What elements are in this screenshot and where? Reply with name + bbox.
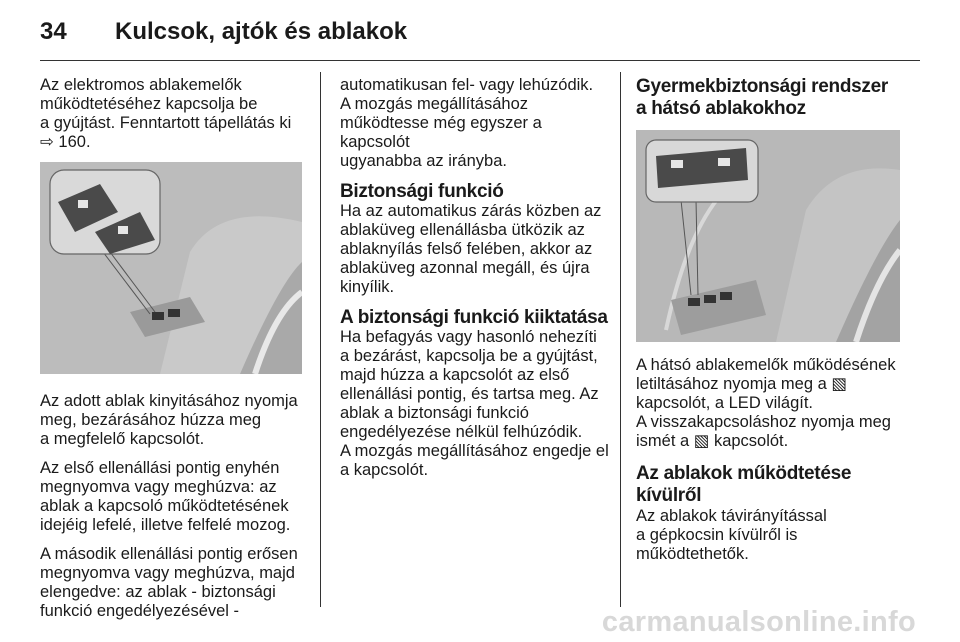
column-1	[40, 76, 310, 631]
column-3	[636, 76, 906, 574]
paragraph-second-point: A második ellenállási pontig erősen megnyomva vagy meghúzva, majd elengedve: az ablak - biztonsági funkció engedélyezésével -	[40, 545, 298, 620]
front-door-switch-image	[40, 162, 302, 374]
paragraph-override-safety: Ha befagyás vagy hasonló nehezíti a bezárást, kapcsolja be a gyújtást, majd húzza a kapcsolót az első ellenállási pontig, és tartsa meg. Az ablak a biztonsági funkció engedélyezése nélkül felhúzódik. A mozgás megállításához engedje el a kapcsolót.	[340, 328, 609, 479]
paragraph-safety-function: Ha az automatikus zárás közben az ablaküveg ellenállásba ütközik az ablaknyílás felső felében, akkor az ablaküveg azonnal megáll, és újra kinyílik.	[340, 202, 602, 296]
page-title: Kulcsok, ajtók és ablakok	[115, 18, 408, 45]
heading-outside-operation: Az ablakok működtetése kívülről	[636, 463, 852, 506]
paragraph-auto-continue: automatikusan fel- vagy lehúzódik. A mozgás megállításához működtesse még egyszer a kapcsolót ugyanabba az irányba.	[340, 76, 594, 170]
column-divider-1	[320, 72, 321, 607]
rear-window-lock-image	[636, 130, 900, 342]
paragraph-open-close: Az adott ablak kinyitásához nyomja meg, bezárásához húzza meg a megfelelő kapcsolót.	[40, 392, 298, 448]
column-divider-2	[620, 72, 621, 607]
column-2	[340, 76, 610, 490]
paragraph-first-point: Az első ellenállási pontig enyhén megnyomva vagy meghúzva: az ablak a kapcsoló működtetésének idejéig lefelé, illetve felfelé mozog.	[40, 459, 291, 534]
heading-safety-function: Biztonsági funkció	[340, 181, 504, 202]
paragraph-outside-operation: Az ablakok távirányítással a gépkocsin kívülről is működtethetők.	[636, 507, 827, 563]
paragraph-child-lock: A hátsó ablakemelők működésének letiltásához nyomja meg a ▧ kapcsolót, a LED világít. A visszakapcsoláshoz nyomja meg ismét a ▧ kapcsolót.	[636, 356, 896, 450]
heading-override-safety: A biztonsági funkció kiiktatása	[340, 307, 608, 328]
page-number: 34	[40, 18, 67, 45]
paragraph-intro: Az elektromos ablakemelők működtetéséhez kapcsolja be a gyújtást. Fenntartott tápellátás ki ⇨ 160.	[40, 76, 292, 151]
heading-child-lock: Gyermekbiztonsági rendszer a hátsó ablakokhoz	[636, 76, 888, 119]
watermark: carmanualsonline.info	[601, 606, 916, 638]
header-rule	[40, 60, 920, 61]
